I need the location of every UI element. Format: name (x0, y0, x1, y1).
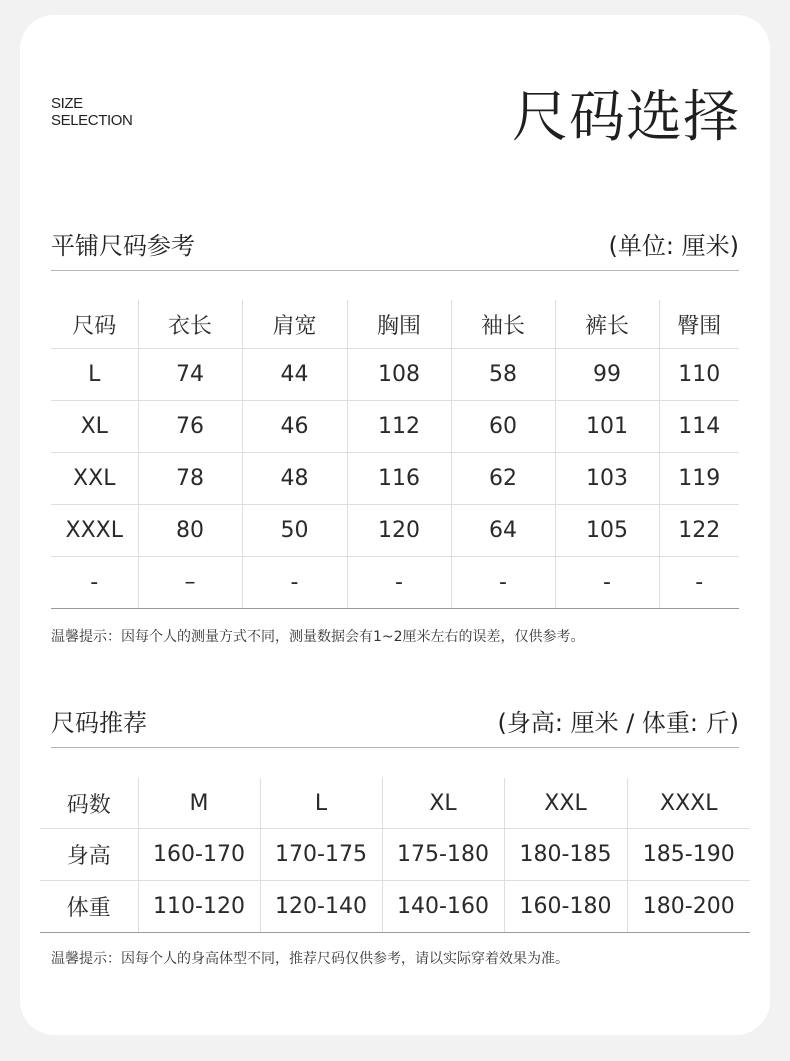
table-row (51, 453, 739, 505)
table-row (51, 505, 739, 557)
column-header: 袖长 (451, 300, 555, 349)
table-cell: 120-140 (260, 881, 382, 933)
size-card (20, 15, 770, 1035)
table-cell: 160-170 (138, 829, 260, 881)
recommend-header-row (40, 778, 750, 829)
table-cell: 160-180 (504, 881, 627, 933)
page-title: 尺码选择 (512, 85, 740, 150)
table-cell: 108 (347, 349, 451, 401)
table-cell: - (659, 557, 739, 609)
table-cell: – (138, 557, 242, 609)
flat-measure-header (51, 230, 739, 271)
recommend-note: 温馨提示：因每个人的身高体型不同，推荐尺码仅供参考，请以实际穿着效果为准。 (51, 951, 569, 967)
column-header: 胸围 (347, 300, 451, 349)
table-cell: 60 (451, 401, 555, 453)
column-header: M (138, 778, 260, 829)
table-row (40, 829, 750, 881)
column-header: 臀围 (659, 300, 739, 349)
table-cell: 112 (347, 401, 451, 453)
table-cell: 180-185 (504, 829, 627, 881)
table-cell: 116 (347, 453, 451, 505)
table-cell: 103 (555, 453, 659, 505)
table-row (51, 401, 739, 453)
column-header: 码数 (40, 778, 138, 829)
table-cell: 180-200 (627, 881, 750, 933)
column-header: XXXL (627, 778, 750, 829)
table-cell: - (51, 557, 138, 609)
table-cell: 101 (555, 401, 659, 453)
table-cell: 170-175 (260, 829, 382, 881)
table-cell: XXL (51, 453, 138, 505)
table-cell: 140-160 (382, 881, 504, 933)
table-row (51, 557, 739, 609)
flat-measure-title: 平铺尺码参考 (51, 232, 195, 260)
recommend-table (40, 778, 750, 933)
table-cell: 48 (242, 453, 347, 505)
table-cell: - (451, 557, 555, 609)
table-cell: 120 (347, 505, 451, 557)
column-header: XL (382, 778, 504, 829)
table-cell: 58 (451, 349, 555, 401)
recommend-header (51, 707, 739, 748)
recommend-unit: (身高: 厘米 / 体重: 斤) (497, 709, 739, 737)
table-row (40, 881, 750, 933)
flat-measure-unit: (单位: 厘米) (608, 232, 739, 260)
brand-line-2: SELECTION (51, 112, 133, 129)
column-header: 尺码 (51, 300, 138, 349)
table-cell: 体重 (40, 881, 138, 933)
brand-line-1: SIZE (51, 95, 83, 112)
column-header: XXL (504, 778, 627, 829)
table-cell: 119 (659, 453, 739, 505)
recommend-title: 尺码推荐 (51, 709, 147, 737)
table-cell: 80 (138, 505, 242, 557)
table-cell: 74 (138, 349, 242, 401)
brand-label (51, 95, 132, 129)
column-header: 肩宽 (242, 300, 347, 349)
table-cell: 62 (451, 453, 555, 505)
table-cell: 110-120 (138, 881, 260, 933)
column-header: L (260, 778, 382, 829)
flat_measure-header-row (51, 300, 739, 349)
table-cell: XL (51, 401, 138, 453)
table-cell: - (242, 557, 347, 609)
column-header: 衣长 (138, 300, 242, 349)
table-cell: 64 (451, 505, 555, 557)
table-cell: 122 (659, 505, 739, 557)
table-cell: 99 (555, 349, 659, 401)
table-cell: 身高 (40, 829, 138, 881)
table-cell: 46 (242, 401, 347, 453)
table-cell: 185-190 (627, 829, 750, 881)
table-cell: 175-180 (382, 829, 504, 881)
table-cell: XXXL (51, 505, 138, 557)
table-cell: 78 (138, 453, 242, 505)
table-row (51, 349, 739, 401)
table-cell: 114 (659, 401, 739, 453)
column-header: 裤长 (555, 300, 659, 349)
table-cell: - (347, 557, 451, 609)
table-cell: L (51, 349, 138, 401)
flat-measure-table (51, 300, 739, 609)
table-cell: 44 (242, 349, 347, 401)
flat-measure-note: 温馨提示：因每个人的测量方式不同，测量数据会有1~2厘米左右的误差，仅供参考。 (51, 629, 585, 645)
table-cell: 50 (242, 505, 347, 557)
table-cell: - (555, 557, 659, 609)
table-cell: 110 (659, 349, 739, 401)
table-cell: 105 (555, 505, 659, 557)
table-cell: 76 (138, 401, 242, 453)
